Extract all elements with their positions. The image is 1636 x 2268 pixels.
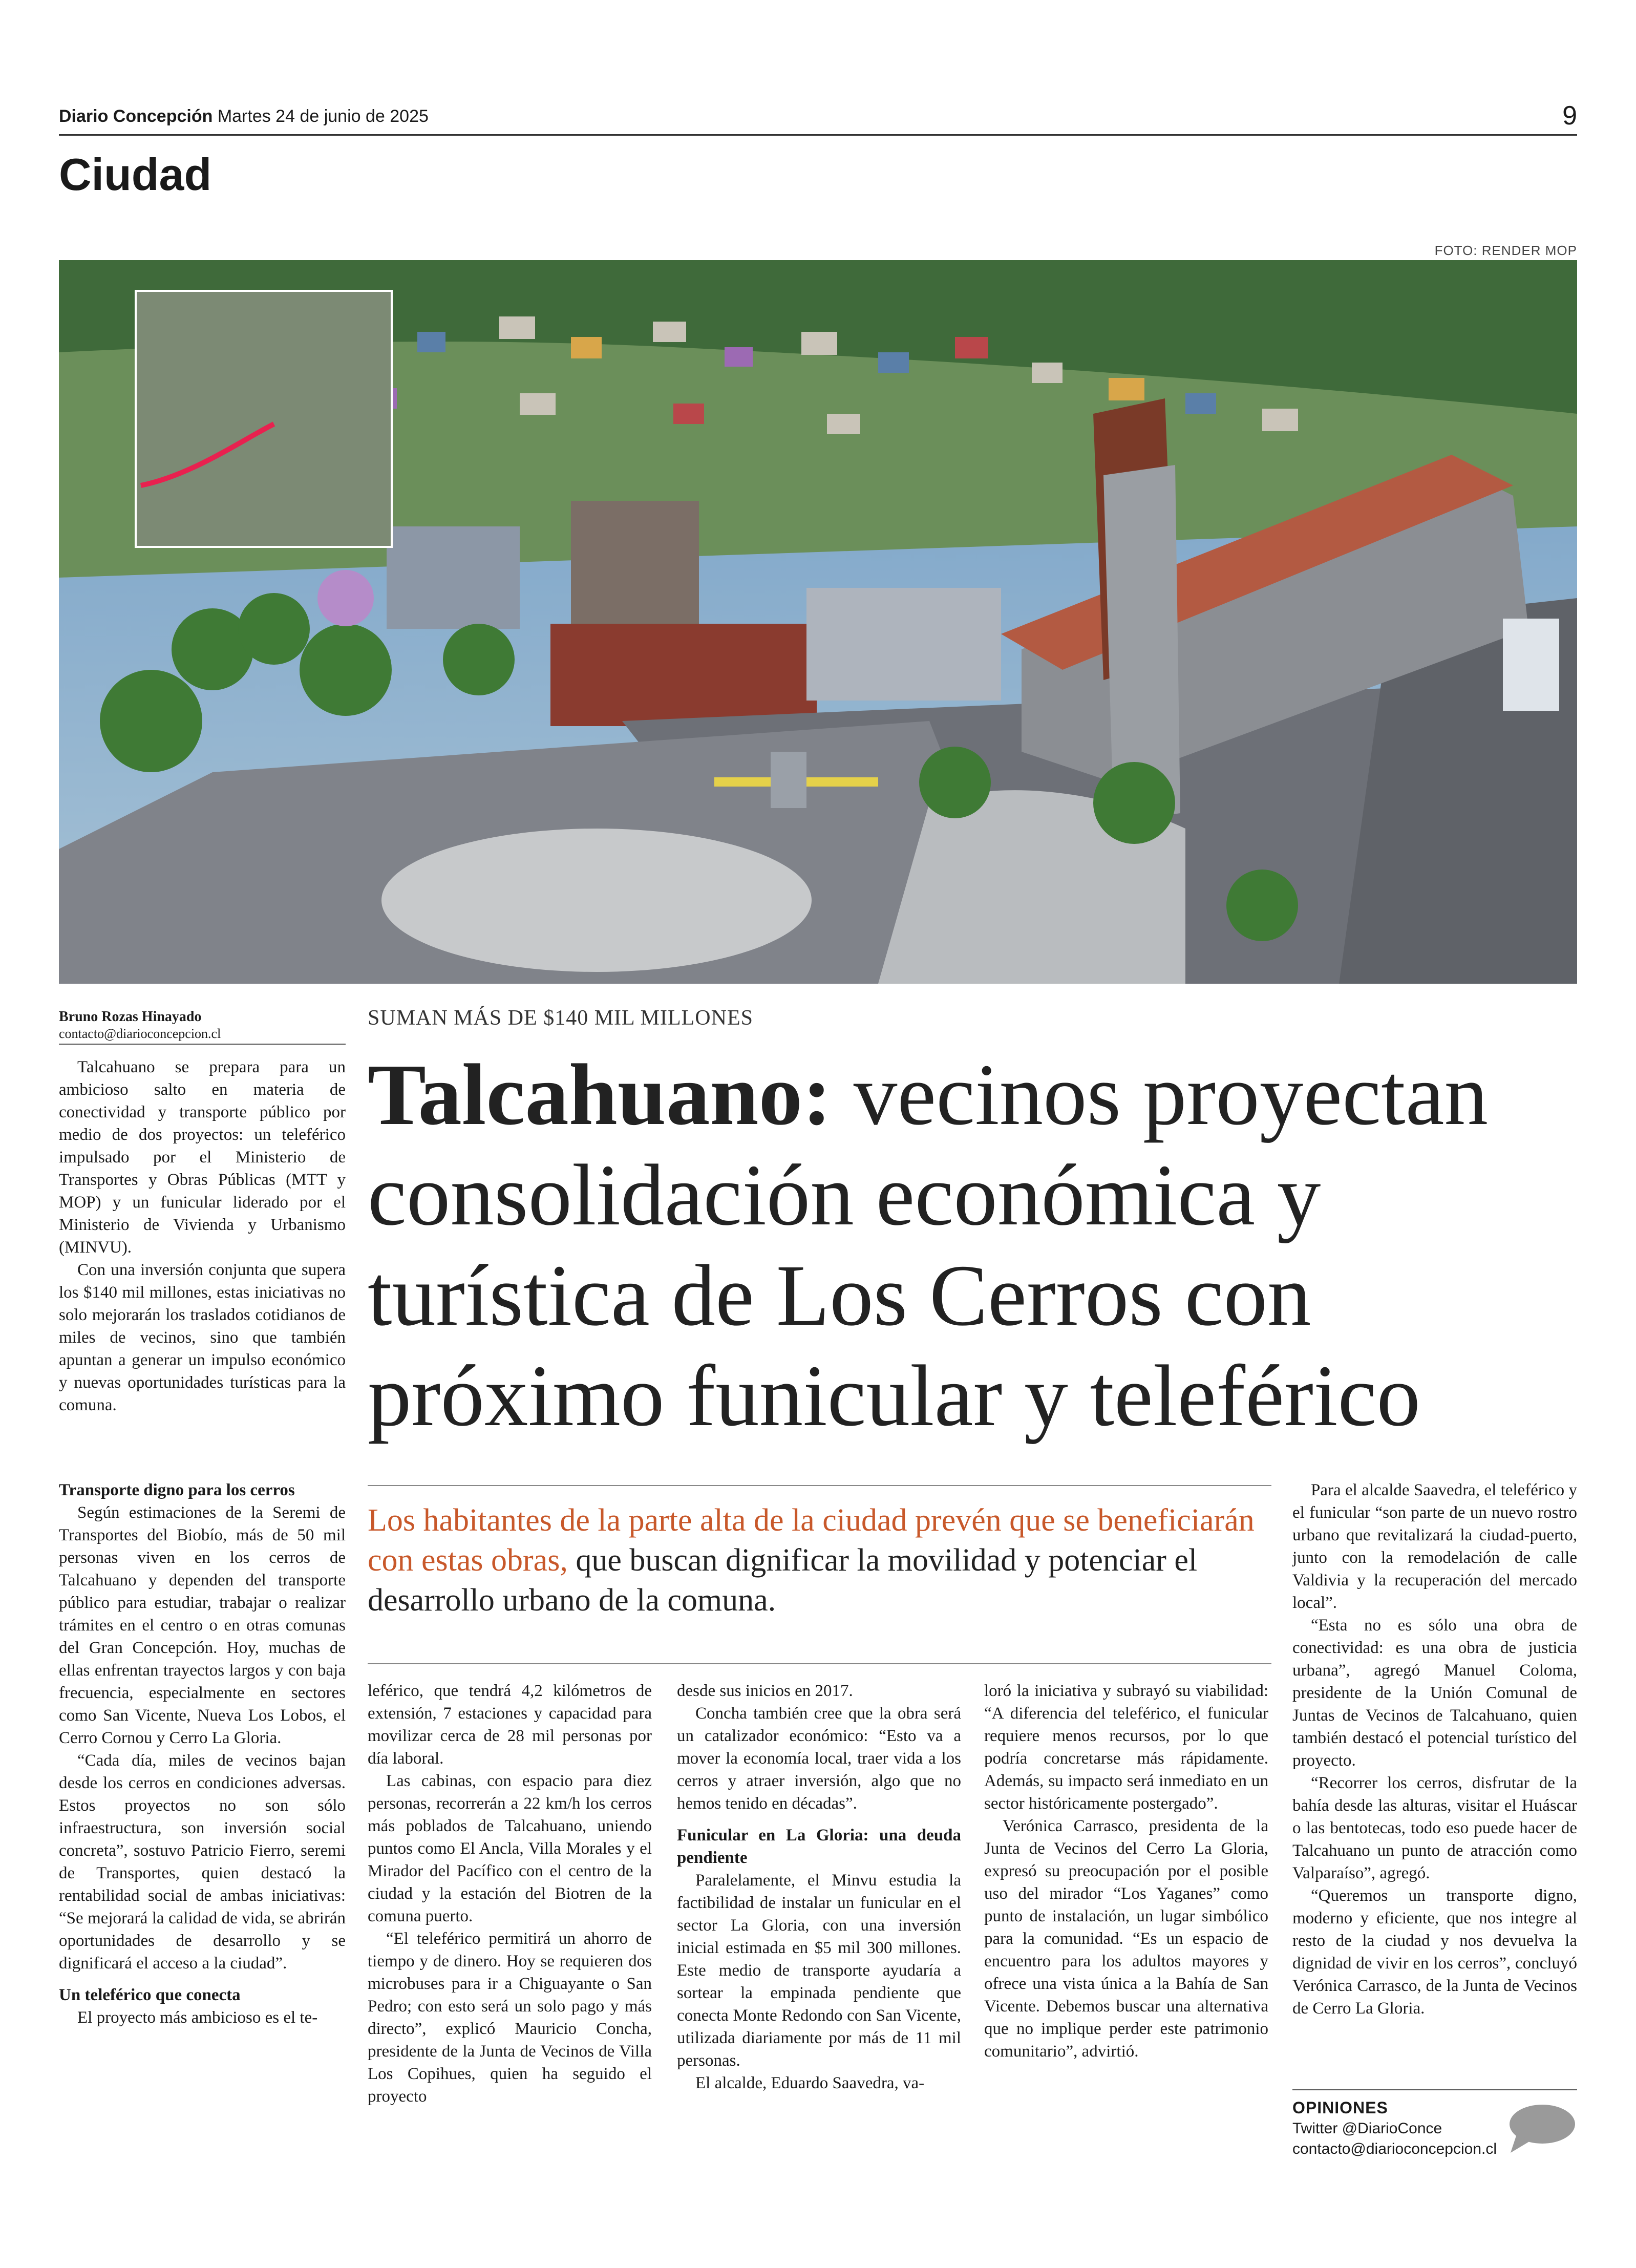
paragraph: Según estimaciones de la Seremi de Transportes del Biobío, más de 50 mil personas viven en los cerros de Talcahuano y dependen del transporte público para estudiar, trabajar o realizar trámites en el centro o en otras comunas del Gran Concepción. Hoy, muchas de ellas enfrentan trayectos largos y con baja frecuencia, especialmente en sectores como San Vicente, Nueva Los Lobos, el Cerro Cornou y Cerro La Gloria. xyxy=(59,1503,346,1747)
opinions-email[interactable]: contacto@diarioconcepcion.cl xyxy=(1292,2140,1497,2157)
paragraph: Para el alcalde Saavedra, el teleférico y el funicular “son parte de un nuevo rostro urbano que revitalizará la ciudad-puerto, junto con la remodelación de calle Valdivia y la recuperación del mercado local”. xyxy=(1292,1481,1577,1612)
deck-rule-top xyxy=(368,1485,1271,1486)
subhead-teleferico: Un teleférico que conecta xyxy=(59,1986,241,2004)
paragraph: Las cabinas, con espacio para diez personas, recorrerán a 22 km/h los cerros más poblados de Talcahuano, uniendo puntos como El Ancla, Villa Morales y el Mirador del Pacífico con el centro de la ciudad y la estación del Biotren de la comuna puerto. xyxy=(368,1772,652,1925)
deck-rule-bottom xyxy=(368,1663,1271,1664)
masthead xyxy=(59,107,429,126)
paragraph: “Esta no es sólo una obra de conectividad: es una obra de justicia urbana”, agregó Manuel Coloma, presidente de la Unión Comunal de Juntas de Vecinos de Talcahuano, quien también destacó el potencial turístico del proyecto. xyxy=(1292,1616,1577,1770)
paragraph: El proyecto más ambicioso es el te- xyxy=(77,2008,318,2027)
header-rule xyxy=(59,134,1577,136)
column-5 xyxy=(1292,1479,1577,2020)
paragraph: “El teleférico permitirá un ahorro de tiempo y de dinero. Hoy se requieren dos microbuses para ir a Chiguayante o San Pedro; con esto será un solo pago y más directo”, explicó Mauricio Concha, presidente de la Junta de Vecinos de Villa Los Copihues, quien ha seguido el proyecto xyxy=(368,1930,652,2106)
paragraph: leférico, que tendrá 4,2 kilómetros de extensión, 7 estaciones y capacidad para movilizar cerca de 28 mil personas por día laboral. xyxy=(368,1682,652,1768)
column-1-body xyxy=(59,1479,346,2029)
opinions-title: OPINIONES xyxy=(1292,2099,1388,2117)
subhead-funicular: Funicular en La Gloria: una deuda pendiente xyxy=(677,1826,961,1867)
paper-name: Diario Concepción xyxy=(59,107,213,126)
paragraph: “Cada día, miles de vecinos bajan desde los cerros en condiciones adversas. Estos proyectos no son sólo infraestructura, son inversión social concreta”, sostuvo Patricio Fierro, seremi de Transportes, quien destacó la rentabilidad social de ambas iniciativas: “Se mejorará la calidad de vida, se abrirán oportunidades de desarrollo y se dignificará el acceso a la ciudad”. xyxy=(59,1751,346,1973)
paragraph: Verónica Carrasco, presidenta de la Junta de Vecinos del Cerro La Gloria, expresó su preocupación por el posible uso del mirador “Los Yaganes” como punto de instalación, un lugar simbólico para la comunidad. “Es un espacio de encuentro para los adultos mayores y ofrece una vista única a la Bahía de San Vicente. Debemos buscar una alternativa que no implique perder este patrimonio comunitario”, advirtió. xyxy=(984,1817,1268,2061)
headline xyxy=(368,1045,1577,1446)
column-3 xyxy=(677,1680,961,2094)
paragraph: “Recorrer los cerros, disfrutar de la bahía desde las alturas, visitar el Huáscar o las bentotecas, todo eso puede hacer de Talcahuano un punto de atracción como Valparaíso”, agregó. xyxy=(1292,1774,1577,1882)
deck-rest: que buscan dignificar la movilidad y potenciar el desarrollo urbano de la comuna. xyxy=(368,1543,1198,1618)
opinions-twitter[interactable]: Twitter @DiarioConce xyxy=(1292,2120,1442,2137)
deck-highlight: Los habitantes de la parte alta de la ciudad prevén que se beneficiarán con estas obras, xyxy=(368,1503,1255,1578)
kicker: SUMAN MÁS DE $140 MIL MILLONES xyxy=(368,1006,753,1030)
subhead-transporte: Transporte digno para los cerros xyxy=(59,1481,295,1499)
paragraph: desde sus inicios en 2017. xyxy=(677,1682,853,1700)
headline-bold: Talcahuano: xyxy=(368,1046,832,1143)
paragraph: “Queremos un transporte digno, moderno y eficiente, que nos integre al resto de la ciudad y nos devuelva la dignidad de vivir en los cerros”, concluyó Verónica Carrasco, de la Junta de Vecinos de Cerro La Gloria. xyxy=(1292,1887,1577,2018)
byline-name: Bruno Rozas Hinayado xyxy=(59,1009,202,1025)
article-photo xyxy=(59,260,1577,984)
paragraph: El alcalde, Eduardo Saavedra, va- xyxy=(695,2074,925,2092)
issue-date: Martes 24 de junio de 2025 xyxy=(217,107,429,126)
speech-bubble-icon xyxy=(1506,2104,1576,2157)
column-2 xyxy=(368,1680,652,2108)
column-4 xyxy=(984,1680,1268,2063)
deck xyxy=(368,1500,1269,1620)
page-number: 9 xyxy=(1562,101,1577,131)
byline-rule xyxy=(59,1044,346,1045)
headline-rest: vecinos proyectan consolidación económica y turística de Los Cerros con próximo funicular y teleférico xyxy=(368,1046,1489,1444)
paragraph: Con una inversión conjunta que supera los $140 mil millones, estas iniciativas no solo mejorarán los traslados cotidianos de miles de vecinos, sino que también apuntan a generar un impulso económico y nuevas oportunidades turísticas para la comuna. xyxy=(59,1261,346,1414)
byline-email: contacto@diarioconcepcion.cl xyxy=(59,1026,221,1041)
paragraph: Talcahuano se prepara para un ambicioso salto en materia de conectividad y transporte público por medio de dos proyectos: un teleférico impulsado por el Ministerio de Transportes y Obras Públicas (MTT y MOP) y un funicular liderado por el Ministerio de Vivienda y Urbanismo (MINVU). xyxy=(59,1058,346,1257)
opinions-rule xyxy=(1292,2089,1577,2090)
photo-credit: FOTO: RENDER MOP xyxy=(1434,243,1577,258)
column-1-intro xyxy=(59,1056,346,1416)
section-title: Ciudad xyxy=(59,149,212,200)
paragraph: Paralelamente, el Minvu estudia la factibilidad de instalar un funicular en el sector La Gloria, con una inversión inicial estimada en $5 mil 300 millones. Este medio de transporte ayudaría a sortear la empinada pendiente que conecta Monte Redondo con San Vicente, utilizada diariamente por más de 11 mil personas. xyxy=(677,1871,961,2070)
paragraph: loró la iniciativa y subrayó su viabilidad: “A diferencia del teleférico, el funicular requiere menos recursos, por lo que podría concretarse más rápidamente. Además, su impacto será inmediato en un sector históricamente postergado”. xyxy=(984,1682,1268,1813)
paragraph: Concha también cree que la obra será un catalizador económico: “Esto va a mover la economía local, traer vida a los cerros y atraer inversión, algo que no hemos tenido en décadas”. xyxy=(677,1704,961,1813)
